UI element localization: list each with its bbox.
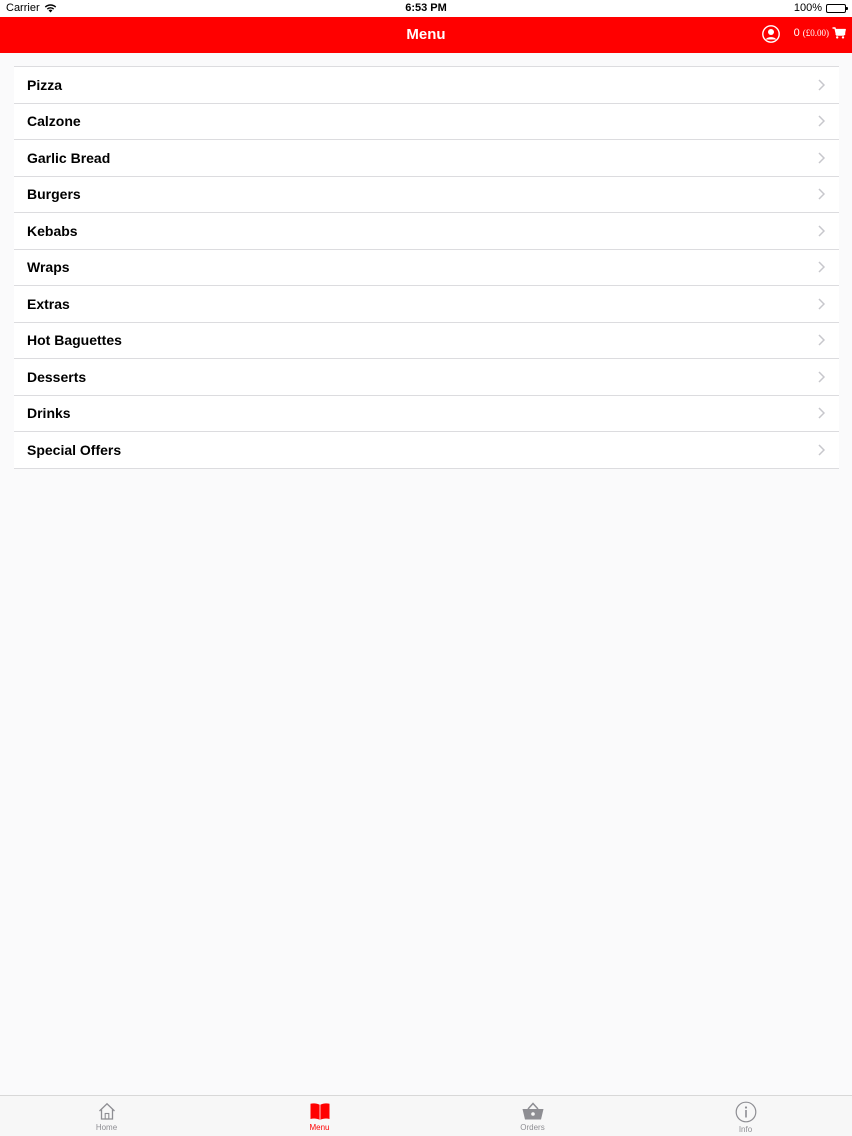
- menu-item-desserts[interactable]: [14, 359, 839, 396]
- menu-item-label: Burgers: [27, 186, 81, 203]
- tab-label: Info: [738, 1125, 753, 1134]
- cart-total: (£0.00): [802, 28, 829, 38]
- menu-item-label: Desserts: [27, 368, 87, 385]
- tab-label: Home: [95, 1123, 118, 1132]
- chevron-right-icon: [818, 298, 825, 310]
- tab-orders[interactable]: [426, 1096, 639, 1136]
- user-account-icon[interactable]: [762, 25, 780, 43]
- menu-item-garlic-bread[interactable]: [14, 140, 839, 177]
- menu-item-label: Calzone: [27, 113, 81, 130]
- chevron-right-icon: [818, 79, 825, 91]
- chevron-right-icon: [818, 444, 825, 456]
- menu-item-pizza[interactable]: [14, 67, 839, 104]
- menu-item-wraps[interactable]: [14, 250, 839, 287]
- info-icon: [735, 1101, 757, 1123]
- tab-info[interactable]: [639, 1096, 852, 1136]
- battery-percent: 100%: [793, 2, 822, 14]
- status-bar: [0, 0, 852, 17]
- menu-item-special-offers[interactable]: [14, 432, 839, 469]
- chevron-right-icon: [818, 334, 825, 346]
- clock: 6:53 PM: [405, 2, 447, 14]
- menu-item-label: Extras: [27, 295, 70, 312]
- menu-item-label: Wraps: [27, 259, 70, 276]
- cart-button[interactable]: [794, 27, 846, 39]
- menu-item-label: Special Offers: [27, 441, 122, 458]
- chevron-right-icon: [818, 225, 825, 237]
- chevron-right-icon: [818, 261, 825, 273]
- menu-item-burgers[interactable]: [14, 177, 839, 214]
- menu-item-label: Kebabs: [27, 222, 78, 239]
- cart-count: 0: [793, 27, 800, 39]
- menu-category-list: [14, 66, 839, 469]
- battery-status: [794, 2, 846, 14]
- basket-icon: [521, 1101, 545, 1121]
- menu-item-hot-baguettes[interactable]: [14, 323, 839, 360]
- menu-item-label: Drinks: [27, 405, 71, 422]
- chevron-right-icon: [818, 152, 825, 164]
- chevron-right-icon: [818, 188, 825, 200]
- cart-icon: [832, 27, 846, 39]
- navigation-bar: [0, 17, 852, 53]
- book-icon: [309, 1101, 331, 1121]
- chevron-right-icon: [818, 371, 825, 383]
- menu-item-extras[interactable]: [14, 286, 839, 323]
- menu-item-drinks[interactable]: [14, 396, 839, 433]
- chevron-right-icon: [818, 407, 825, 419]
- menu-item-label: Pizza: [27, 76, 63, 93]
- menu-item-label: Hot Baguettes: [27, 332, 122, 349]
- tab-home[interactable]: [0, 1096, 213, 1136]
- tab-menu[interactable]: [213, 1096, 426, 1136]
- carrier-label: Carrier: [6, 2, 40, 14]
- page-title: Menu: [406, 26, 446, 43]
- tab-label: Menu: [309, 1123, 330, 1132]
- menu-item-kebabs[interactable]: [14, 213, 839, 250]
- home-icon: [97, 1101, 117, 1121]
- tab-label: Orders: [520, 1123, 545, 1132]
- menu-item-label: Garlic Bread: [27, 149, 111, 166]
- menu-item-calzone[interactable]: [14, 104, 839, 141]
- chevron-right-icon: [818, 115, 825, 127]
- carrier-info: [6, 2, 57, 14]
- battery-icon: [826, 4, 846, 13]
- tab-bar: [0, 1095, 852, 1136]
- wifi-icon: [44, 3, 57, 13]
